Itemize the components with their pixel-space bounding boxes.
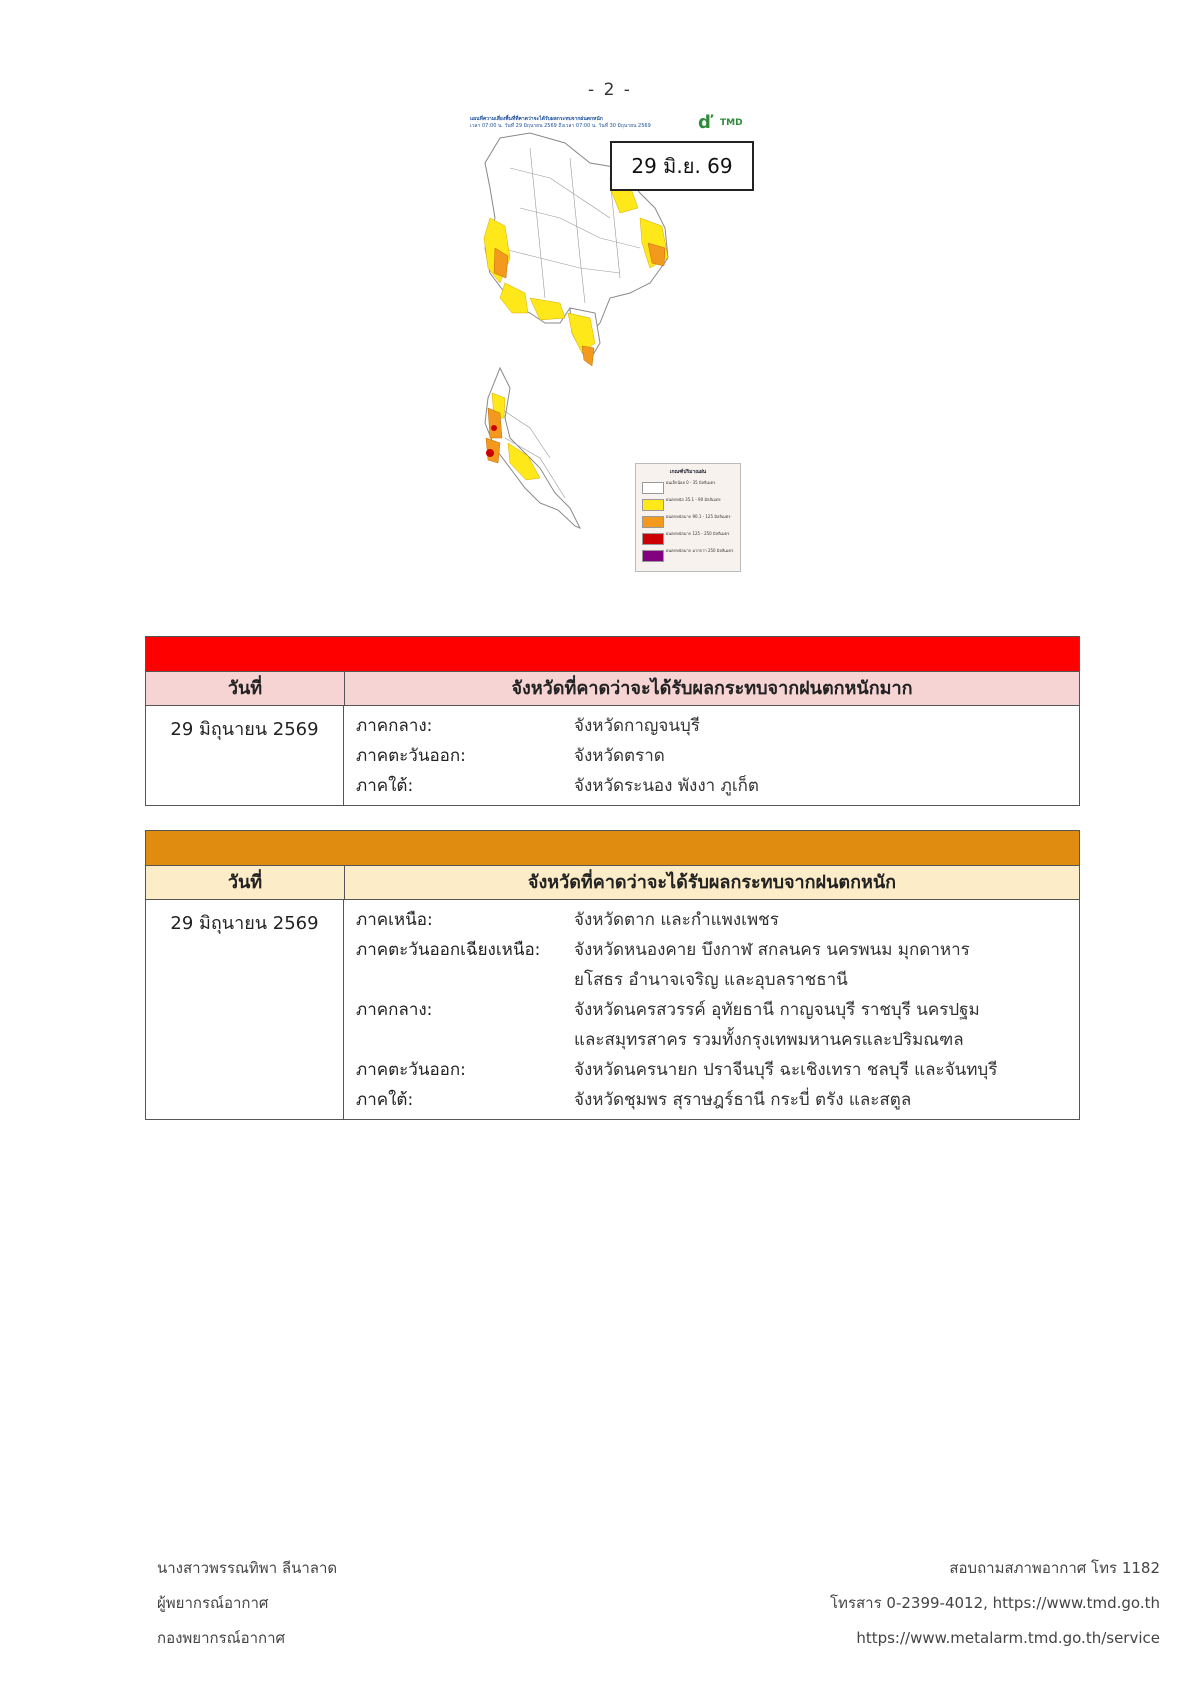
header-title: จังหวัดที่คาดว่าจะได้รับผลกระทบจากฝนตกหนัก [527, 872, 897, 893]
region-row [356, 1085, 1079, 1115]
table-header-row [146, 866, 1079, 900]
very-heavy-rain-table [145, 636, 1080, 806]
tmd-logo-icon: ď [698, 112, 711, 133]
forecaster-division: กองพยากรณ์อากาศ [157, 1629, 286, 1647]
contact-phone: สอบถามสภาพอากาศ โทร 1182 [949, 1559, 1160, 1577]
region-row [356, 995, 1079, 1055]
legend-label: ฝนตกหนักมาก 125 - 250 มิลลิเมตร [666, 531, 730, 536]
rainfall-risk-map [470, 108, 755, 578]
legend-swatch [642, 550, 664, 562]
region-provinces: จังหวัดนครนายก ปราจีนบุรี ฉะเชิงเทรา ชลบุรี และจันทบุรี [574, 1060, 998, 1080]
region-name: ภาคกลาง: [356, 716, 433, 736]
region-list [344, 900, 1079, 1119]
region-row [356, 741, 1079, 771]
region-name: ภาคเหนือ: [356, 910, 433, 930]
region-list [344, 706, 1079, 805]
map-area-phuket-red [486, 449, 494, 457]
region-row [356, 905, 1079, 935]
region-provinces: จังหวัดหนองคาย บึงกาฬ สกลนคร นครพนม มุกดาหาร ยโสธร อำนาจเจริญ และอุบลราชธานี [574, 940, 970, 990]
legend-swatch [642, 516, 664, 528]
contact-fax-website[interactable]: โทรสาร 0-2399-4012, https://www.tmd.go.th [830, 1594, 1160, 1612]
region-name: ภาคใต้: [356, 1090, 414, 1110]
region-provinces: จังหวัดระนอง พังงา ภูเก็ต [574, 776, 759, 796]
header-date: วันที่ [146, 866, 345, 899]
map-area-trat-vh [582, 346, 594, 366]
contact-service-link[interactable]: https://www.metalarm.tmd.go.th/service [856, 1629, 1160, 1647]
map-date-label: 29 มิ.ย. 69 [610, 141, 754, 191]
table-row [146, 900, 1079, 1119]
region-provinces: จังหวัดตราด [574, 746, 665, 766]
heavy-rain-table [145, 830, 1080, 1120]
forecaster-name: นางสาวพรรณทิพา ลีนาลาด [157, 1559, 338, 1577]
header-title: จังหวัดที่คาดว่าจะได้รับผลกระทบจากฝนตกหนักมาก [511, 678, 913, 699]
region-name: ภาคตะวันออก: [356, 746, 466, 766]
region-name: ภาคตะวันออก: [356, 1060, 466, 1080]
region-row [356, 771, 1079, 801]
legend-swatch [642, 499, 664, 511]
legend-swatch [642, 482, 664, 494]
legend-item [642, 548, 736, 562]
region-provinces: จังหวัดนครสวรรค์ อุทัยธานี กาญจนบุรี ราชบุรี นครปฐม และสมุทรสาคร รวมทั้งกรุงเทพมหานครและปริมณฑล [574, 1000, 980, 1050]
region-name: ภาคกลาง: [356, 1000, 433, 1020]
region-provinces: จังหวัดตาก และกำแพงเพชร [574, 910, 779, 930]
footer-contact [830, 1551, 1160, 1656]
table-banner-red [146, 637, 1079, 672]
legend-swatch [642, 533, 664, 545]
tmd-logo-text: TMD [720, 118, 743, 128]
legend-label: ฝนเล็กน้อย 0 - 35 มิลลิเมตร [666, 480, 716, 485]
legend-item [642, 480, 736, 494]
map-legend [635, 463, 741, 572]
legend-label: ฝนตกหนัก 35.1 - 90 มิลลิเมตร [666, 497, 721, 502]
region-row [356, 711, 1079, 741]
region-name: ภาคตะวันออกเฉียงเหนือ: [356, 940, 541, 960]
legend-item [642, 497, 736, 511]
map-title: แผนที่ความเสี่ยงพื้นที่ที่คาดว่าจะได้รับผลกระทบจากฝนตกหนัก [470, 116, 603, 122]
legend-item [642, 514, 736, 528]
map-area-ranong-red [491, 425, 497, 431]
legend-title: เกณฑ์ปริมาณฝน [669, 469, 707, 475]
region-row [356, 935, 1079, 995]
table-header-row [146, 672, 1079, 706]
table-banner-orange [146, 831, 1079, 866]
legend-label: ฝนตกหนักมาก มากกว่า 250 มิลลิเมตร [666, 548, 734, 553]
row-date: 29 มิถุนายน 2569 [146, 706, 344, 805]
forecaster-title: ผู้พยากรณ์อากาศ [157, 1594, 269, 1612]
region-provinces: จังหวัดชุมพร สุราษฎร์ธานี กระบี่ ตรัง และสตูล [574, 1090, 912, 1110]
row-date: 29 มิถุนายน 2569 [146, 900, 344, 1119]
legend-label: ฝนตกหนักมาก 90.1 - 125 มิลลิเมตร [666, 514, 731, 519]
footer-signature [157, 1551, 337, 1656]
region-provinces: จังหวัดกาญจนบุรี [574, 716, 700, 736]
map-subtitle: เวลา 07:00 น. วันที่ 29 มิถุนายน 2569 ถึงเวลา 07:00 น. วันที่ 30 มิถุนายน 2569 [470, 123, 651, 129]
legend-item [642, 531, 736, 545]
region-row [356, 1055, 1079, 1085]
table-row [146, 706, 1079, 805]
header-date: วันที่ [146, 672, 345, 705]
page-number: - 2 - [588, 80, 632, 100]
region-name: ภาคใต้: [356, 776, 414, 796]
